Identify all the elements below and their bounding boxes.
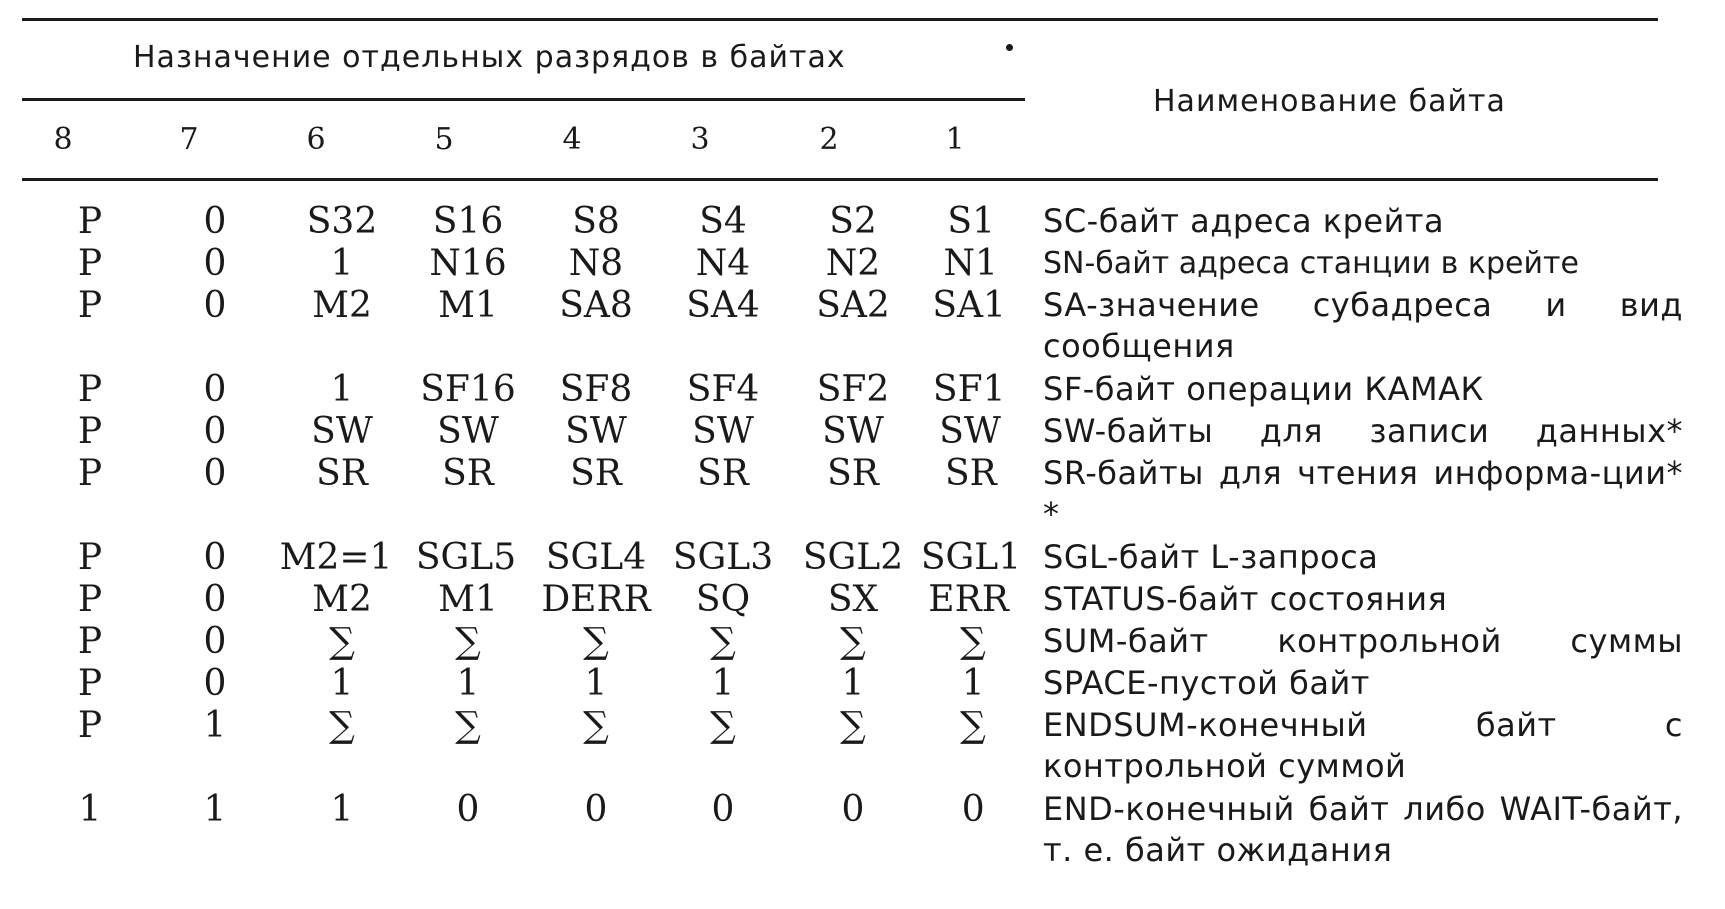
byte-name-cell: ENDSUM-конечный байт с контрольной суммой <box>1043 706 1683 785</box>
bit-3-cell: SR <box>697 453 749 494</box>
bit-4-cell: SW <box>565 411 627 452</box>
bit-5-cell: M1 <box>438 579 498 620</box>
bit-5-cell: ∑ <box>455 705 481 746</box>
bit-4-cell: SA8 <box>559 285 633 326</box>
bit-6-cell: ∑ <box>329 621 355 662</box>
bit-6-cell: ∑ <box>329 705 355 746</box>
bit-3-cell: S4 <box>699 201 747 242</box>
bit-6-cell: 1 <box>330 789 354 830</box>
bit-3-cell: 0 <box>711 789 735 830</box>
byte-name-cell: SR-байты для чтения информа-ции** <box>1043 454 1683 533</box>
bit-5-cell: 0 <box>456 789 480 830</box>
bit-8-cell: 1 <box>78 789 102 830</box>
bit-3-cell: SGL3 <box>672 537 774 578</box>
byte-name-cell: END-конечный байт либо WAIT-байт, т. е. байт ожидания <box>1043 790 1683 869</box>
bit-3-cell: N4 <box>695 243 751 284</box>
table-row <box>0 201 1725 243</box>
bit-7-cell: 0 <box>203 369 227 410</box>
bit-8-cell: P <box>77 369 103 410</box>
bit-1-header: 1 <box>945 122 965 157</box>
stray-dot <box>1006 44 1013 51</box>
bit-3-header: 3 <box>690 122 710 157</box>
bit-6-cell: SR <box>316 453 368 494</box>
bit-7-cell: 1 <box>203 705 227 746</box>
table-row <box>0 369 1725 411</box>
bit-2-cell: ∑ <box>840 621 866 662</box>
table-row <box>0 285 1725 365</box>
bit-4-cell: N8 <box>568 243 624 284</box>
bit-3-cell: ∑ <box>710 705 736 746</box>
header-divider-rule <box>22 98 1025 101</box>
bit-2-header: 2 <box>819 122 839 157</box>
bit-2-cell: 1 <box>841 663 865 704</box>
bit-7-cell: 0 <box>203 621 227 662</box>
bit-8-cell: P <box>77 663 103 704</box>
bit-5-cell: 1 <box>456 663 480 704</box>
bits-group-header: Назначение отдельных разрядов в байтах <box>133 40 846 75</box>
bit-8-cell: P <box>77 705 103 746</box>
bit-1-cell: 0 <box>961 789 985 830</box>
bit-1-cell: SW <box>939 411 1001 452</box>
bit-7-cell: 0 <box>203 453 227 494</box>
bit-4-cell: S8 <box>572 201 620 242</box>
bit-2-cell: ∑ <box>840 705 866 746</box>
bit-3-cell: SF4 <box>686 369 760 410</box>
bit-1-cell: S1 <box>947 201 995 242</box>
bit-6-cell: M2 <box>312 579 372 620</box>
bit-7-cell: 0 <box>203 243 227 284</box>
bit-4-cell: ∑ <box>583 705 609 746</box>
bit-4-cell: DERR <box>541 579 651 620</box>
bit-3-cell: 1 <box>711 663 735 704</box>
bit-2-cell: SX <box>827 579 879 620</box>
byte-name-cell: SN-байт адреса станции в крейте <box>1043 246 1579 281</box>
bit-5-cell: ∑ <box>455 621 481 662</box>
bit-3-cell: ∑ <box>710 621 736 662</box>
bit-8-cell: P <box>77 285 103 326</box>
bit-4-cell: 1 <box>584 663 608 704</box>
bit-8-cell: P <box>77 537 103 578</box>
bit-8-cell: P <box>77 411 103 452</box>
bit-8-cell: P <box>77 453 103 494</box>
bit-4-cell: SR <box>570 453 622 494</box>
bit-2-cell: S2 <box>829 201 877 242</box>
table-row <box>0 705 1725 785</box>
column-header-rule <box>22 178 1658 181</box>
bit-2-cell: SGL2 <box>802 537 904 578</box>
bit-6-cell: M2=1 <box>279 537 393 578</box>
table-row <box>0 789 1725 869</box>
bit-7-header: 7 <box>179 122 199 157</box>
bit-4-cell: SGL4 <box>545 537 647 578</box>
bit-5-cell: SGL5 <box>415 537 517 578</box>
bit-7-cell: 1 <box>203 789 227 830</box>
table-row <box>0 411 1725 453</box>
table-row <box>0 663 1725 705</box>
table-row <box>0 453 1725 533</box>
bit-8-header: 8 <box>53 122 73 157</box>
bit-1-cell: ∑ <box>960 621 986 662</box>
bit-1-cell: SA1 <box>932 285 1006 326</box>
bit-2-cell: SR <box>827 453 879 494</box>
bit-6-cell: M2 <box>312 285 372 326</box>
bit-1-cell: 1 <box>961 663 985 704</box>
bit-1-cell: N1 <box>943 243 998 284</box>
bit-4-cell: ∑ <box>583 621 609 662</box>
byte-name-cell: SUM-байт контрольной суммы <box>1043 622 1683 660</box>
bit-8-cell: P <box>77 621 103 662</box>
bit-2-cell: N2 <box>825 243 881 284</box>
table-row <box>0 621 1725 663</box>
byte-name-cell: STATUS-байт состояния <box>1043 580 1448 618</box>
bit-8-cell: P <box>77 201 103 242</box>
bit-1-cell: SR <box>944 453 997 494</box>
table-row <box>0 243 1725 285</box>
byte-name-cell: SW-байты для записи данных* <box>1043 412 1683 450</box>
bit-7-cell: 0 <box>203 537 227 578</box>
bit-5-cell: S16 <box>432 201 504 242</box>
bit-6-cell: 1 <box>330 243 354 284</box>
bit-7-cell: 0 <box>203 579 227 620</box>
bit-6-cell: 1 <box>330 663 354 704</box>
bit-6-cell: S32 <box>306 201 378 242</box>
bit-4-cell: SF8 <box>559 369 633 410</box>
bit-5-cell: SR <box>442 453 494 494</box>
bit-4-cell: 0 <box>584 789 608 830</box>
table-row <box>0 537 1725 579</box>
bit-5-cell: SW <box>437 411 499 452</box>
byte-name-cell: SF-байт операции КАМАК <box>1043 370 1484 408</box>
bit-5-cell: SF16 <box>420 369 516 410</box>
top-rule <box>22 18 1658 21</box>
bit-2-cell: 0 <box>841 789 865 830</box>
bit-1-cell: SF1 <box>932 369 1006 410</box>
bit-5-cell: M1 <box>438 285 498 326</box>
bit-7-cell: 0 <box>203 201 227 242</box>
byte-name-cell: SC-байт адреса крейта <box>1043 202 1445 240</box>
bit-5-header: 5 <box>434 122 454 157</box>
bit-2-cell: SA2 <box>816 285 890 326</box>
bit-8-cell: P <box>77 579 103 620</box>
bit-2-cell: SF2 <box>816 369 890 410</box>
byte-name-header: Наименование байта <box>1153 84 1506 119</box>
byte-name-cell: SPACE-пустой байт <box>1043 664 1370 702</box>
bit-6-header: 6 <box>306 122 326 157</box>
table-row <box>0 579 1725 621</box>
byte-name-cell: SGL-байт L-запроса <box>1043 538 1379 576</box>
bit-6-cell: 1 <box>330 369 354 410</box>
bit-1-cell: SGL1 <box>920 537 1022 578</box>
bit-7-cell: 0 <box>203 663 227 704</box>
bit-3-cell: SW <box>692 411 754 452</box>
bit-7-cell: 0 <box>203 285 227 326</box>
bit-7-cell: 0 <box>203 411 227 452</box>
bit-2-cell: SW <box>822 411 884 452</box>
bit-1-cell: ERR <box>928 579 1009 620</box>
bit-3-cell: SA4 <box>686 285 760 326</box>
bit-3-cell: SQ <box>695 579 751 620</box>
bit-6-cell: SW <box>311 411 373 452</box>
bit-8-cell: P <box>77 243 103 284</box>
byte-name-cell: SA-значение субадреса и вид сообщения <box>1043 286 1683 365</box>
bit-4-header: 4 <box>562 122 582 157</box>
bit-5-cell: N16 <box>429 243 507 284</box>
bit-1-cell: ∑ <box>960 705 986 746</box>
